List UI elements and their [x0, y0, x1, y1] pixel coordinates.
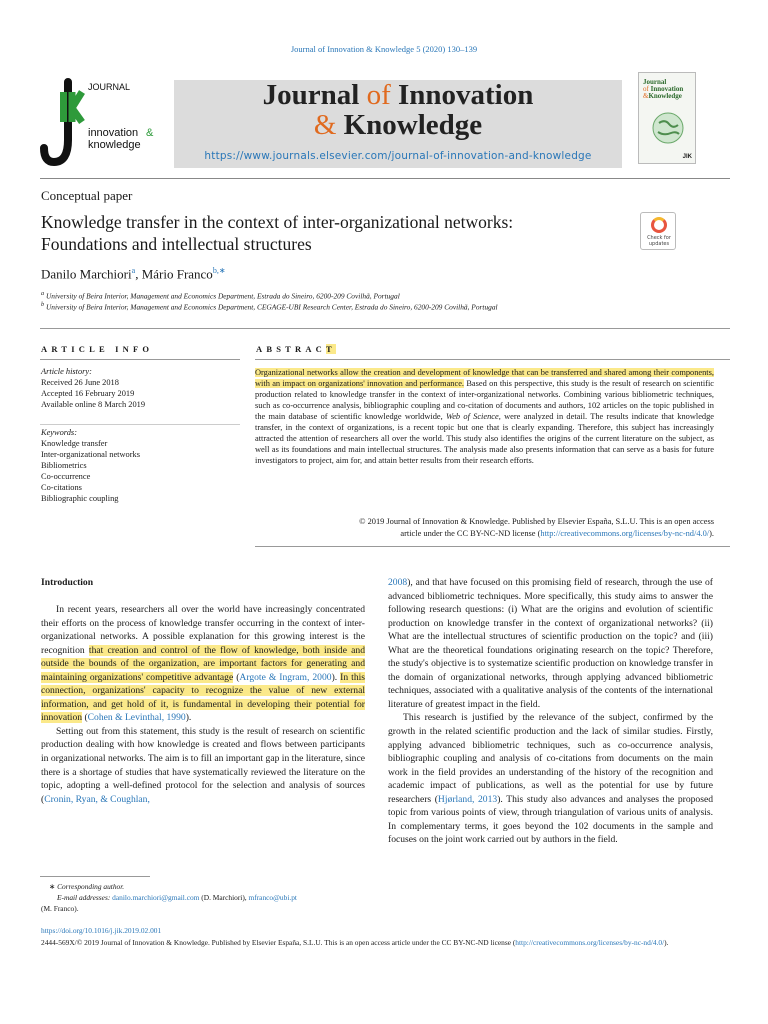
email-link[interactable]: danilo.marchiori@gmail.com	[112, 893, 200, 902]
article-history-label: Article history:	[41, 367, 92, 376]
jik-logo-icon	[40, 78, 170, 168]
cover-line1: Journal	[643, 78, 667, 86]
check-updates-label: Check for updates	[647, 235, 671, 247]
header-divider	[40, 178, 730, 179]
citation-link[interactable]: 2008	[388, 577, 408, 588]
footnote-star: ∗	[49, 882, 56, 891]
affiliation-marker: b	[41, 302, 45, 308]
p1-highlight-1: that creation and control of the flow of knowledge, both inside and outside the bounds of the organization, are important factors for generating and maintaining organizations' competitive advantage	[41, 644, 366, 683]
cover-amp: &	[643, 92, 649, 100]
right-column	[388, 576, 713, 847]
keyword-item: Co-citations	[41, 483, 82, 492]
history-item: Received 26 June 2018	[41, 378, 119, 387]
journal-title-knowledge: Knowledge	[343, 109, 483, 141]
intro-paragraph-2-continued	[388, 576, 713, 711]
author-list	[41, 266, 226, 282]
journal-title-innovation: Innovation	[397, 79, 534, 111]
p1-text-c: ).	[331, 671, 341, 683]
copyright-line1: © 2019 Journal of Innovation & Knowledge. Published by Elsevier España, S.L.U. This is an open access	[359, 517, 714, 526]
intro-paragraph-3	[388, 711, 713, 846]
journal-title-amp: &	[313, 109, 337, 141]
history-item: Available online 8 March 2019	[41, 400, 146, 409]
copyright-line2a: article under the CC BY-NC-ND license (	[400, 529, 541, 538]
cover-title	[643, 79, 683, 100]
article-history	[41, 366, 241, 410]
issn-end: ).	[664, 938, 669, 947]
abstract-body-b: , were analyzed in detail. The results indicate that knowledge transfer, in the context of organizations, is a recent topic but one that is clearly expanding. Therefore, this subject has increasingly attracted the attention of researchers all over the world. This study also identifies the origins of the current literature on the subject, as well as its foundations and main intellectual structures. The analysis made also presents information that can serve as a basis for future investigators to project, aim for, and attain better results from their research efforts.	[255, 412, 714, 465]
affiliation-a	[41, 291, 400, 300]
article-info-heading: ARTICLE INFO	[41, 344, 154, 354]
p1-text-e: ).	[185, 712, 192, 724]
cover-line2: Innovation	[650, 85, 684, 93]
check-updates-icon	[651, 217, 667, 233]
email-owner: (M. Franco).	[41, 904, 79, 913]
logo-amp: &	[146, 127, 154, 139]
email-owner: (D. Marchiori),	[199, 893, 249, 902]
journal-title-journal: Journal	[262, 79, 360, 111]
journal-cover-thumbnail[interactable]	[638, 72, 696, 164]
running-head: Journal of Innovation & Knowledge 5 (2020) 130–139	[290, 44, 478, 54]
article-info-divider	[40, 359, 240, 360]
abstract-heading-main: ABSTRAC	[256, 344, 327, 354]
keywords-list	[41, 427, 241, 504]
citation-link[interactable]: Argote & Ingram, 2000	[239, 671, 332, 683]
license-link[interactable]: http://creativecommons.org/licenses/by-nc-nd/4.0/	[515, 938, 665, 947]
doi-link[interactable]: https://doi.org/10.1016/j.jik.2019.02.001	[41, 926, 162, 935]
abstract-copyright	[255, 516, 714, 540]
abstract-divider	[255, 359, 730, 360]
p1-text-a: In recent years, researchers all over the world have increasingly concentrated their efforts on the process of knowledge transfer occurring in the context of inter-organizational networks. A possible explanation for this growing interest is the recognition	[41, 604, 365, 656]
affiliation-marker: a	[41, 291, 45, 297]
keywords-label: Keywords:	[41, 428, 77, 437]
email-link[interactable]: mfranco@ubi.pt	[248, 893, 297, 902]
citation-link[interactable]: Hjørland, 2013	[437, 793, 498, 805]
cover-of: of	[643, 85, 649, 93]
abstract-heading-last-letter: T	[326, 344, 336, 354]
author-name[interactable]: Danilo Marchiori	[41, 266, 132, 282]
keyword-item: Co-occurrence	[41, 472, 91, 481]
introduction-heading: Introduction	[41, 577, 94, 588]
logo-word-knowledge: knowledge	[88, 139, 141, 151]
copyright-line2b: ).	[709, 529, 714, 538]
p1-text-b: (	[233, 671, 240, 683]
citation-link[interactable]: Cronin, Ryan, & Coughlan,	[44, 793, 150, 805]
cover-badge: JIK	[682, 154, 692, 160]
affiliation-b	[41, 302, 498, 311]
keyword-item: Knowledge transfer	[41, 439, 108, 448]
license-link[interactable]: http://creativecommons.org/licenses/by-nc-nd/4.0/	[540, 529, 710, 538]
cover-line3: Knowledge	[648, 92, 682, 100]
intro-paragraph-1	[41, 603, 365, 725]
paper-title	[41, 211, 631, 255]
logo-word-journal: JOURNAL	[88, 82, 131, 92]
abstract-end-divider	[255, 546, 730, 547]
journal-title	[174, 80, 622, 140]
r2-text-b: ). This study also advances and analyses the proposed topic from various points of view, through triangulation of various units of analysis. In complementary terms, it goes beyond the 102 documents in the sample and focuses on the joint work carried out by authors in the field.	[388, 793, 713, 846]
logo-word-innovation: innovation	[88, 127, 139, 139]
author-affiliation-marker[interactable]: a	[131, 266, 136, 275]
abstract-highlight: Organizational networks allow the creation and development of knowledge that can be transferred and shared among their components, with an impact on organizations' innovation and performance.	[255, 368, 714, 388]
paper-type: Conceptual paper	[41, 188, 133, 203]
check-for-updates-button[interactable]	[640, 212, 676, 250]
keyword-item: Bibliometrics	[41, 461, 87, 470]
keyword-item: Inter-organizational networks	[41, 450, 140, 459]
left-column	[41, 603, 365, 806]
intro-paragraph-2	[41, 725, 365, 806]
email-label: E-mail addresses:	[57, 893, 111, 902]
email-addresses	[41, 892, 371, 903]
corresponding-author-note	[41, 881, 371, 892]
journal-title-of: of	[366, 79, 391, 111]
affiliation-text: University of Beira Interior, Management and Economics Department, Estrada do Sineiro, 6200-209 Covilhã, Portugal	[45, 291, 400, 301]
abstract-body-a: Based on this perspective, this study is the result of research on scientific production related to knowledge transfer in the context of inter-organizational networks. Combining various bibliometric techniques, such as co-occurrence analysis, bibliographic coupling and co-citation of documents and authors, 102 articles on the topic published in the main database of scientific knowledge worldwide,	[255, 379, 714, 421]
author-affiliation-marker[interactable]: b,∗	[212, 266, 226, 275]
p2-text-a: Setting out from this statement, this study is the result of research on scientific production dealing with how knowledge is created and flows between participants in organizational networks. The aim is to fill an important gap in the literature, since there is a shortage of studies that have systematically reviewed the literature on the topic, adopting a well-defined protocol for the selection and analysis of sources (	[41, 725, 365, 805]
abstract-heading	[256, 344, 336, 354]
paper-title-line1: Knowledge transfer in the context of inter-organizational networks:	[41, 212, 514, 232]
footnote	[41, 881, 371, 914]
keywords-divider	[40, 424, 240, 425]
issn-license-line	[41, 937, 713, 948]
globe-icon	[651, 111, 685, 145]
affiliation-divider	[40, 328, 730, 329]
author-separator: ,	[135, 266, 142, 282]
p1-text-d: (	[82, 712, 88, 724]
r2-text-a: This research is justified by the relevance of the subject, confirmed by the growth in the related scientific production and the lack of similar studies. Firstly, applying advanced bibliometric techniques, such as co-occurrence analysis, bibliographic coupling and analysis of co-citations from documents on the main work in the field provides an understanding of the history of the recognition and academic impact of publications, as well as the potential for use by future researchers (	[388, 712, 713, 805]
journal-logo	[40, 78, 170, 168]
issn-text: 2444-569X/© 2019 Journal of Innovation & Knowledge. Published by Elsevier España, S.L.U. This is an open access article under the CC BY-NC-ND license (	[41, 938, 516, 947]
r1-text: ), and that have focused on this promising field of research, through the use of advanced bibliometric techniques. More specifically, this study aims to answer the following research questions: (i) What are the origins and evolution of scientific production on knowledge transfer in the context of organizational networks? (ii) What are the intellectual structures of scientific production on the topic? and (iii) What are the theoretical foundations originating research on the topic? Therefore, the study's objective is to systematize scientific production on knowledge transfer in the domain of organizational networks, through applying advanced bibliometric techniques, associated with a qualitative analysis of the contents of the international literature of greatest impact in the field.	[388, 577, 713, 710]
history-item: Accepted 16 February 2019	[41, 389, 135, 398]
paper-title-line2: Foundations and intellectual structures	[41, 234, 312, 254]
abstract-web-of-science: Web of Science	[446, 412, 499, 421]
corresponding-author-label: Corresponding author.	[57, 882, 125, 891]
p1-highlight-2: In this connection, organizations' capacity to recognize the value of new external information, and get hold of it, is fundamental in developing their potential for innovation	[41, 671, 366, 724]
footnote-divider	[40, 876, 150, 877]
affiliation-text: University of Beira Interior, Management and Economics Department, CEGAGE-UBI Research Center, Estrada do Sineiro, 6200-209 Covilhã, Portugal	[45, 302, 498, 312]
keyword-item: Bibliographic coupling	[41, 494, 119, 503]
author-name[interactable]: Mário Franco	[141, 266, 213, 282]
journal-url-link[interactable]: https://www.journals.elsevier.com/journal-of-innovation-and-knowledge	[204, 150, 592, 162]
abstract-text	[255, 367, 714, 466]
citation-link[interactable]: Cohen & Levinthal, 1990	[87, 712, 186, 724]
